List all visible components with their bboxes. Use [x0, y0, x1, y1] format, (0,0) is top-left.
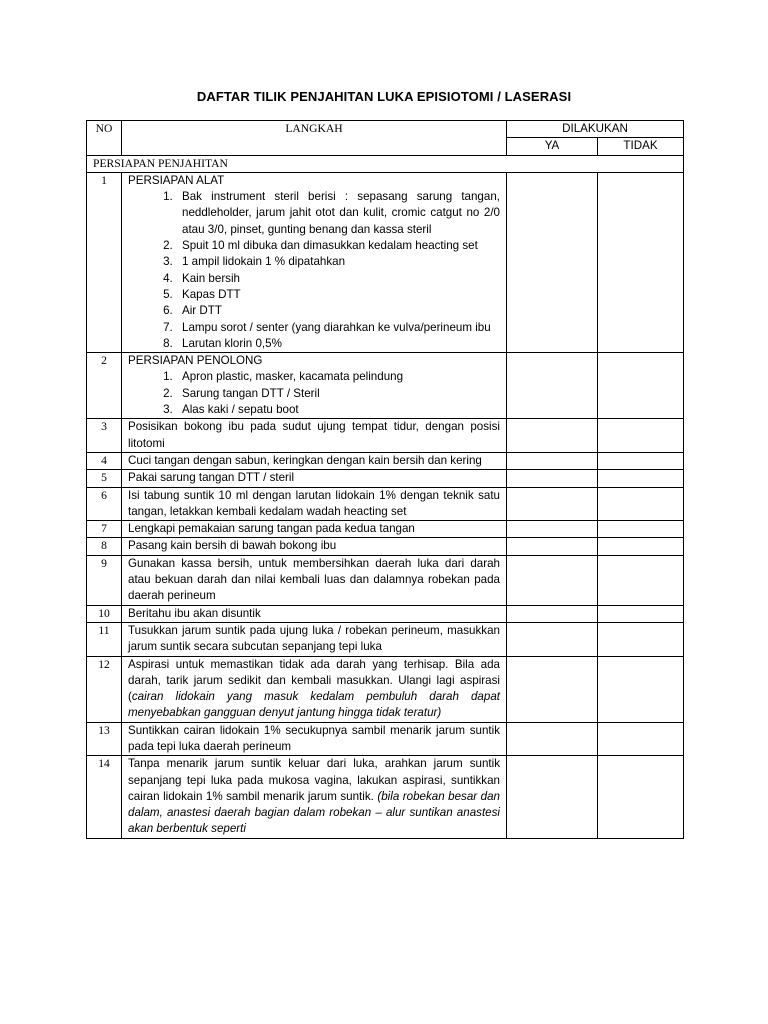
- table-row: [87, 538, 684, 555]
- checkbox-tidak[interactable]: [598, 353, 684, 419]
- step-number: 5: [87, 470, 122, 487]
- step-main-text: Aspirasi untuk memastikan tidak ada darah yang terhisap. Bila ada darah, tarik jarum sedikit dan kembali masukkan. Ulangi lagi aspirasi (: [128, 657, 500, 704]
- table-row: [87, 172, 684, 352]
- step-number: 11: [87, 622, 122, 656]
- step-text: [122, 756, 507, 838]
- checkbox-ya[interactable]: [507, 521, 598, 538]
- checkbox-tidak[interactable]: [598, 722, 684, 756]
- table-row: [87, 470, 684, 487]
- step-text: [122, 172, 507, 352]
- checkbox-ya[interactable]: [507, 656, 598, 722]
- section-row: [87, 155, 684, 172]
- step-text: Beritahu ibu akan disuntik: [122, 605, 507, 622]
- step-number: 12: [87, 656, 122, 722]
- step-text: [122, 656, 507, 722]
- step-main-text: Tanpa menarik jarum suntik keluar dari luka, arahkan jarum suntik sepanjang tepi luka pada mukosa vagina, lakukan aspirasi, suntikkan cairan lidokain 1% sambil menarik jarum suntik.: [128, 757, 500, 803]
- step-text: Suntikkan cairan lidokain 1% secukupnya sambil menarik jarum suntik pada tepi luka daerah perineum: [122, 722, 507, 756]
- checkbox-tidak[interactable]: [598, 172, 684, 352]
- step-number: 1: [87, 172, 122, 352]
- header-tidak: TIDAK: [598, 138, 684, 155]
- step-text: Tusukkan jarum suntik pada ujung luka / robekan perineum, masukkan jarum suntik secara subcutan sepanjang tepi luka: [122, 622, 507, 656]
- list-item: 1. Bak instrument steril berisi : sepasang sarung tangan, neddleholder, jarum jahit otot dan kulit, cromic catgut no 2/0 atau 3/0, pinset, gunting benang dan kassa steril: [176, 189, 500, 238]
- step-number: 9: [87, 555, 122, 605]
- step-number: 10: [87, 605, 122, 622]
- step-number: 14: [87, 756, 122, 838]
- table-row: [87, 487, 684, 521]
- step-text: Lengkapi pemakaian sarung tangan pada kedua tangan: [122, 521, 507, 538]
- step-heading: PERSIAPAN ALAT: [128, 173, 225, 187]
- table-row: [87, 756, 684, 838]
- checkbox-ya[interactable]: [507, 419, 598, 453]
- checkbox-tidak[interactable]: [598, 452, 684, 469]
- checkbox-ya[interactable]: [507, 722, 598, 756]
- checkbox-ya[interactable]: [507, 452, 598, 469]
- checkbox-tidak[interactable]: [598, 656, 684, 722]
- step-number: 3: [87, 419, 122, 453]
- checkbox-ya[interactable]: [507, 622, 598, 656]
- step-number: 13: [87, 722, 122, 756]
- step-number: 7: [87, 521, 122, 538]
- header-dilakukan: DILAKUKAN: [507, 121, 684, 138]
- checkbox-tidak[interactable]: [598, 555, 684, 605]
- list-item: 3. 1 ampil lidokain 1 % dipatahkan: [176, 254, 500, 270]
- list-item: 5. Kapas DTT: [176, 287, 500, 303]
- list-item: 7. Lampu sorot / senter (yang diarahkan ke vulva/perineum ibu: [176, 320, 500, 336]
- checkbox-tidak[interactable]: [598, 487, 684, 521]
- list-item: 4. Kain bersih: [176, 271, 500, 287]
- sub-list: [128, 189, 500, 352]
- list-item: 2. Sarung tangan DTT / Steril: [176, 386, 500, 402]
- table-row: [87, 722, 684, 756]
- sub-list: [128, 369, 500, 418]
- table-header-row: [87, 121, 684, 138]
- table-row: [87, 622, 684, 656]
- header-no: NO: [87, 121, 122, 156]
- checkbox-tidak[interactable]: [598, 470, 684, 487]
- step-text: Posisikan bokong ibu pada sudut ujung tempat tidur, dengan posisi litotomi: [122, 419, 507, 453]
- step-heading: PERSIAPAN PENOLONG: [128, 354, 263, 368]
- section-title: PERSIAPAN PENJAHITAN: [87, 155, 684, 172]
- checkbox-ya[interactable]: [507, 538, 598, 555]
- step-text: Isi tabung suntik 10 ml dengan larutan lidokain 1% dengan teknik satu tangan, letakkan kembali kedalam wadah heacting set: [122, 487, 507, 521]
- table-row: [87, 452, 684, 469]
- checkbox-tidak[interactable]: [598, 419, 684, 453]
- step-number: 4: [87, 452, 122, 469]
- checkbox-tidak[interactable]: [598, 622, 684, 656]
- step-text: Gunakan kassa bersih, untuk membersihkan daerah luka dari darah atau bekuan darah dan nilai kembali luas dan dalamnya robekan pada daerah perineum: [122, 555, 507, 605]
- list-item: 2. Spuit 10 ml dibuka dan dimasukkan kedalam heacting set: [176, 238, 500, 254]
- checkbox-ya[interactable]: [507, 470, 598, 487]
- table-row: [87, 353, 684, 419]
- checkbox-ya[interactable]: [507, 756, 598, 838]
- list-item: 6. Air DTT: [176, 303, 500, 319]
- table-row: [87, 419, 684, 453]
- table-row: [87, 555, 684, 605]
- checkbox-ya[interactable]: [507, 353, 598, 419]
- checkbox-tidak[interactable]: [598, 756, 684, 838]
- step-text: Pasang kain bersih di bawah bokong ibu: [122, 538, 507, 555]
- step-text: Pakai sarung tangan DTT / steril: [122, 470, 507, 487]
- checkbox-ya[interactable]: [507, 172, 598, 352]
- step-text: Cuci tangan dengan sabun, keringkan dengan kain bersih dan kering: [122, 452, 507, 469]
- step-number: 6: [87, 487, 122, 521]
- header-ya: YA: [507, 138, 598, 155]
- table-row: [87, 656, 684, 722]
- header-langkah: LANGKAH: [122, 121, 507, 156]
- checkbox-tidak[interactable]: [598, 538, 684, 555]
- list-item: 8. Larutan klorin 0,5%: [176, 336, 500, 352]
- step-note: cairan lidokain yang masuk kedalam pembuluh darah dapat menyebabkan gangguan denyut jantung hingga tidak teratur): [128, 690, 500, 720]
- checkbox-ya[interactable]: [507, 487, 598, 521]
- checkbox-tidak[interactable]: [598, 521, 684, 538]
- list-item: 3. Alas kaki / sepatu boot: [176, 402, 500, 418]
- step-text: [122, 353, 507, 419]
- checkbox-tidak[interactable]: [598, 605, 684, 622]
- step-number: 2: [87, 353, 122, 419]
- checkbox-ya[interactable]: [507, 605, 598, 622]
- table-row: [87, 521, 684, 538]
- table-row: [87, 605, 684, 622]
- checklist-table: [86, 120, 684, 839]
- checkbox-ya[interactable]: [507, 555, 598, 605]
- step-number: 8: [87, 538, 122, 555]
- step-note: (bila robekan besar dan dalam, anastesi daerah bagian dalam robekan – alur suntikan anastesi akan berbentuk seperti: [128, 789, 500, 836]
- page-title: DAFTAR TILIK PENJAHITAN LUKA EPISIOTOMI / LASERASI: [196, 89, 572, 104]
- list-item: 1. Apron plastic, masker, kacamata pelindung: [176, 369, 500, 385]
